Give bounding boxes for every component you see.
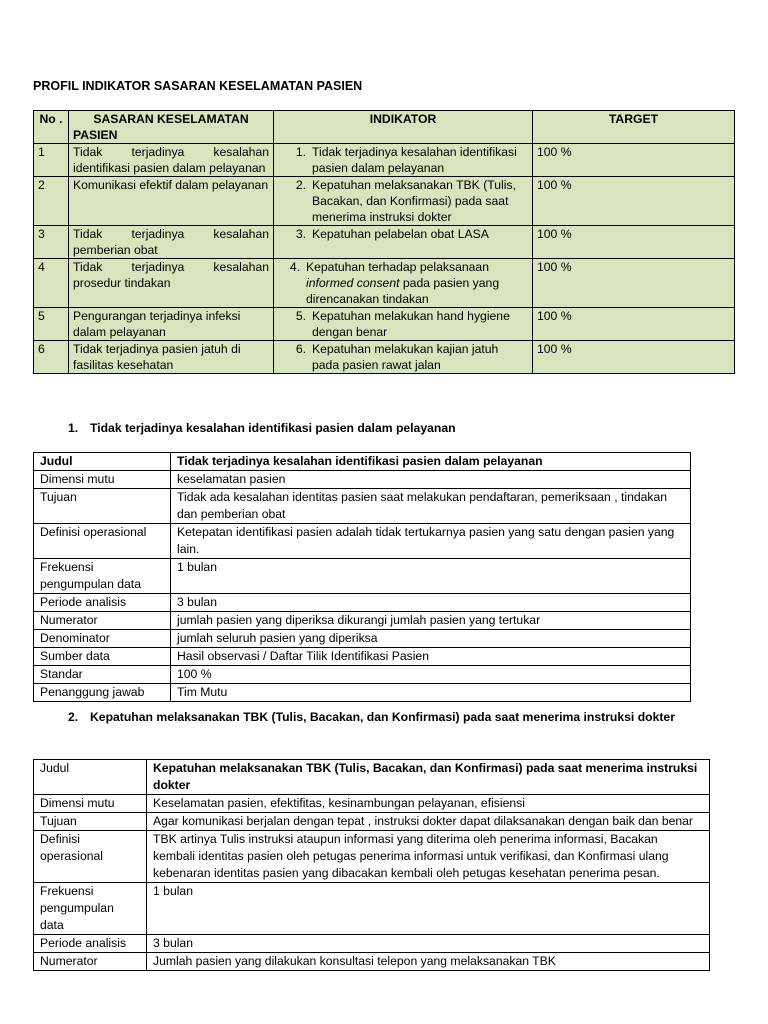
table-row (34, 471, 691, 489)
row-target: 100 % (533, 226, 735, 259)
row-indikator (274, 341, 533, 374)
table-row (34, 144, 735, 177)
header-target: TARGET (533, 111, 735, 144)
row-indikator (274, 144, 533, 177)
table-header-row (34, 111, 735, 144)
page-title: PROFIL INDIKATOR SASARAN KESELAMATAN PASIEN (33, 79, 363, 93)
indikator-text: Kepatuhan melaksanakan TBK (Tulis, Bacakan, dan Konfirmasi) pada saat menerima instruksi dokter (312, 178, 516, 224)
row-label: Denominator (34, 630, 171, 648)
row-target: 100 % (533, 308, 735, 341)
row-label: Numerator (34, 953, 147, 971)
table-row (34, 684, 691, 702)
table-row (34, 341, 735, 374)
row-value: Tidak ada kesalahan identitas pasien saat melakukan pendaftaran, pemeriksaan , tindakan dan pemberian obat (171, 489, 691, 524)
table-row (34, 935, 710, 953)
section-title: Kepatuhan melaksanakan TBK (Tulis, Bacakan, dan Konfirmasi) pada saat menerima instruksi dokter (90, 710, 675, 724)
row-no: 5 (34, 308, 69, 341)
row-no: 1 (34, 144, 69, 177)
row-label: Periode analisis (34, 594, 171, 612)
row-label: Tujuan (34, 489, 171, 524)
table-row (34, 594, 691, 612)
table-row (34, 648, 691, 666)
row-indikator (274, 308, 533, 341)
row-indikator (274, 259, 533, 308)
row-no: 3 (34, 226, 69, 259)
row-no: 6 (34, 341, 69, 374)
table-row (34, 813, 710, 831)
row-value: Jumlah pasien yang dilakukan konsultasi telepon yang melaksanakan TBK (147, 953, 710, 971)
section-2-heading (68, 709, 718, 726)
table-row (34, 630, 691, 648)
row-indikator (274, 177, 533, 226)
row-target: 100 % (533, 177, 735, 226)
header-sasaran: SASARAN KESELAMATAN PASIEN (69, 111, 274, 144)
row-sasaran: Tidak terjadinya kesalahan identifikasi pasien dalam pelayanan (69, 144, 274, 177)
table-row (34, 666, 691, 684)
indikator-text-part: Kepatuhan terhadap pelaksanaan (306, 260, 489, 274)
table-row (34, 953, 710, 971)
row-label: Judul (34, 453, 171, 471)
header-no: No . (34, 111, 69, 144)
table-row (34, 489, 691, 524)
indikator-number: 5. (295, 309, 306, 323)
row-value: Tim Mutu (171, 684, 691, 702)
indikator-text-part: pada pasien yang direncanakan tindakan (306, 276, 500, 306)
row-label: Penanggung jawab (34, 684, 171, 702)
row-target: 100 % (533, 341, 735, 374)
row-value: 100 % (171, 666, 691, 684)
row-label: Frekuensi pengumpulan data (34, 883, 147, 935)
row-label: Periode analisis (34, 935, 147, 953)
row-value: Hasil observasi / Daftar Tilik Identifikasi Pasien (171, 648, 691, 666)
row-target: 100 % (533, 144, 735, 177)
table-row (34, 259, 735, 308)
row-value: Ketepatan identifikasi pasien adalah tidak tertukarnya pasien yang satu dengan pasien yang lain. (171, 524, 691, 559)
row-value: Kepatuhan melaksanakan TBK (Tulis, Bacakan, dan Konfirmasi) pada saat menerima instruksi dokter (147, 760, 710, 795)
row-label: Sumber data (34, 648, 171, 666)
indikator-text: Kepatuhan melakukan kajian jatuh pada pasien rawat jalan (312, 342, 499, 372)
indikator-number: 1. (295, 145, 306, 159)
row-no: 2 (34, 177, 69, 226)
row-sasaran: Tidak terjadinya kesalahan pemberian obat (69, 226, 274, 259)
row-label: Standar (34, 666, 171, 684)
row-label: Numerator (34, 612, 171, 630)
indicator-profile-table-1 (33, 452, 691, 702)
row-value: 3 bulan (147, 935, 710, 953)
indikator-text: Tidak terjadinya kesalahan identifikasi pasien dalam pelayanan (312, 145, 517, 175)
indikator-text: Kepatuhan pelabelan obat LASA (312, 227, 489, 241)
section-1-heading (68, 420, 728, 437)
row-label: Definisi operasional (34, 524, 171, 559)
table-row (34, 760, 710, 795)
row-value: 1 bulan (171, 559, 691, 594)
row-label: Dimensi mutu (34, 795, 147, 813)
indikator-text: Kepatuhan melakukan hand hygiene dengan benar (312, 309, 510, 339)
section-number: 1. (68, 421, 79, 435)
row-value: jumlah seluruh pasien yang diperiksa (171, 630, 691, 648)
row-label: Frekuensi pengumpulan data (34, 559, 171, 594)
row-no: 4 (34, 259, 69, 308)
table-row (34, 226, 735, 259)
row-label: Tujuan (34, 813, 147, 831)
row-value: 3 bulan (171, 594, 691, 612)
table-row (34, 883, 710, 935)
header-indikator: INDIKATOR (274, 111, 533, 144)
row-value: keselamatan pasien (171, 471, 691, 489)
row-value: Agar komunikasi berjalan dengan tepat , instruksi dokter dapat dilaksanakan dengan baik dan benar (147, 813, 710, 831)
row-sasaran: Tidak terjadinya pasien jatuh di fasilitas kesehatan (69, 341, 274, 374)
section-title: Tidak terjadinya kesalahan identifikasi pasien dalam pelayanan (90, 421, 456, 435)
table-row (34, 308, 735, 341)
row-target: 100 % (533, 259, 735, 308)
row-value: Keselamatan pasien, efektifitas, kesinambungan pelayanan, efisiensi (147, 795, 710, 813)
row-sasaran: Komunikasi efektif dalam pelayanan (69, 177, 274, 226)
row-sasaran: Tidak terjadinya kesalahan prosedur tindakan (69, 259, 274, 308)
indicator-profile-table-2 (33, 759, 710, 971)
table-row (34, 453, 691, 471)
table-row (34, 831, 710, 883)
row-label: Judul (34, 760, 147, 795)
table-row (34, 612, 691, 630)
indicator-summary-table (33, 110, 735, 374)
indikator-text-italic: informed consent (306, 276, 400, 290)
row-value: 1 bulan (147, 883, 710, 935)
row-value: TBK artinya Tulis instruksi ataupun informasi yang diterima oleh penerima informasi, Bacakan kembali identitas pasien oleh petugas penerima informasi untuk verifikasi, dan Konfirmasi ulang kebenaran identitas pasien yang dibacakan kembali oleh petugas kesehatan penerima pesan. (147, 831, 710, 883)
row-label: Dimensi mutu (34, 471, 171, 489)
row-value: jumlah pasien yang diperiksa dikurangi jumlah pasien yang tertukar (171, 612, 691, 630)
table-row (34, 524, 691, 559)
table-row (34, 177, 735, 226)
section-number: 2. (68, 710, 79, 724)
indikator-number: 6. (295, 342, 306, 356)
indikator-text (306, 259, 528, 307)
row-sasaran: Pengurangan terjadinya infeksi dalam pelayanan (69, 308, 274, 341)
row-indikator (274, 226, 533, 259)
table-row (34, 559, 691, 594)
indikator-number: 3. (295, 227, 306, 241)
indikator-number: 4. (289, 260, 300, 274)
row-label: Definisi operasional (34, 831, 147, 883)
indikator-number: 2. (295, 178, 306, 192)
row-value: Tidak terjadinya kesalahan identifikasi pasien dalam pelayanan (171, 453, 691, 471)
table-row (34, 795, 710, 813)
